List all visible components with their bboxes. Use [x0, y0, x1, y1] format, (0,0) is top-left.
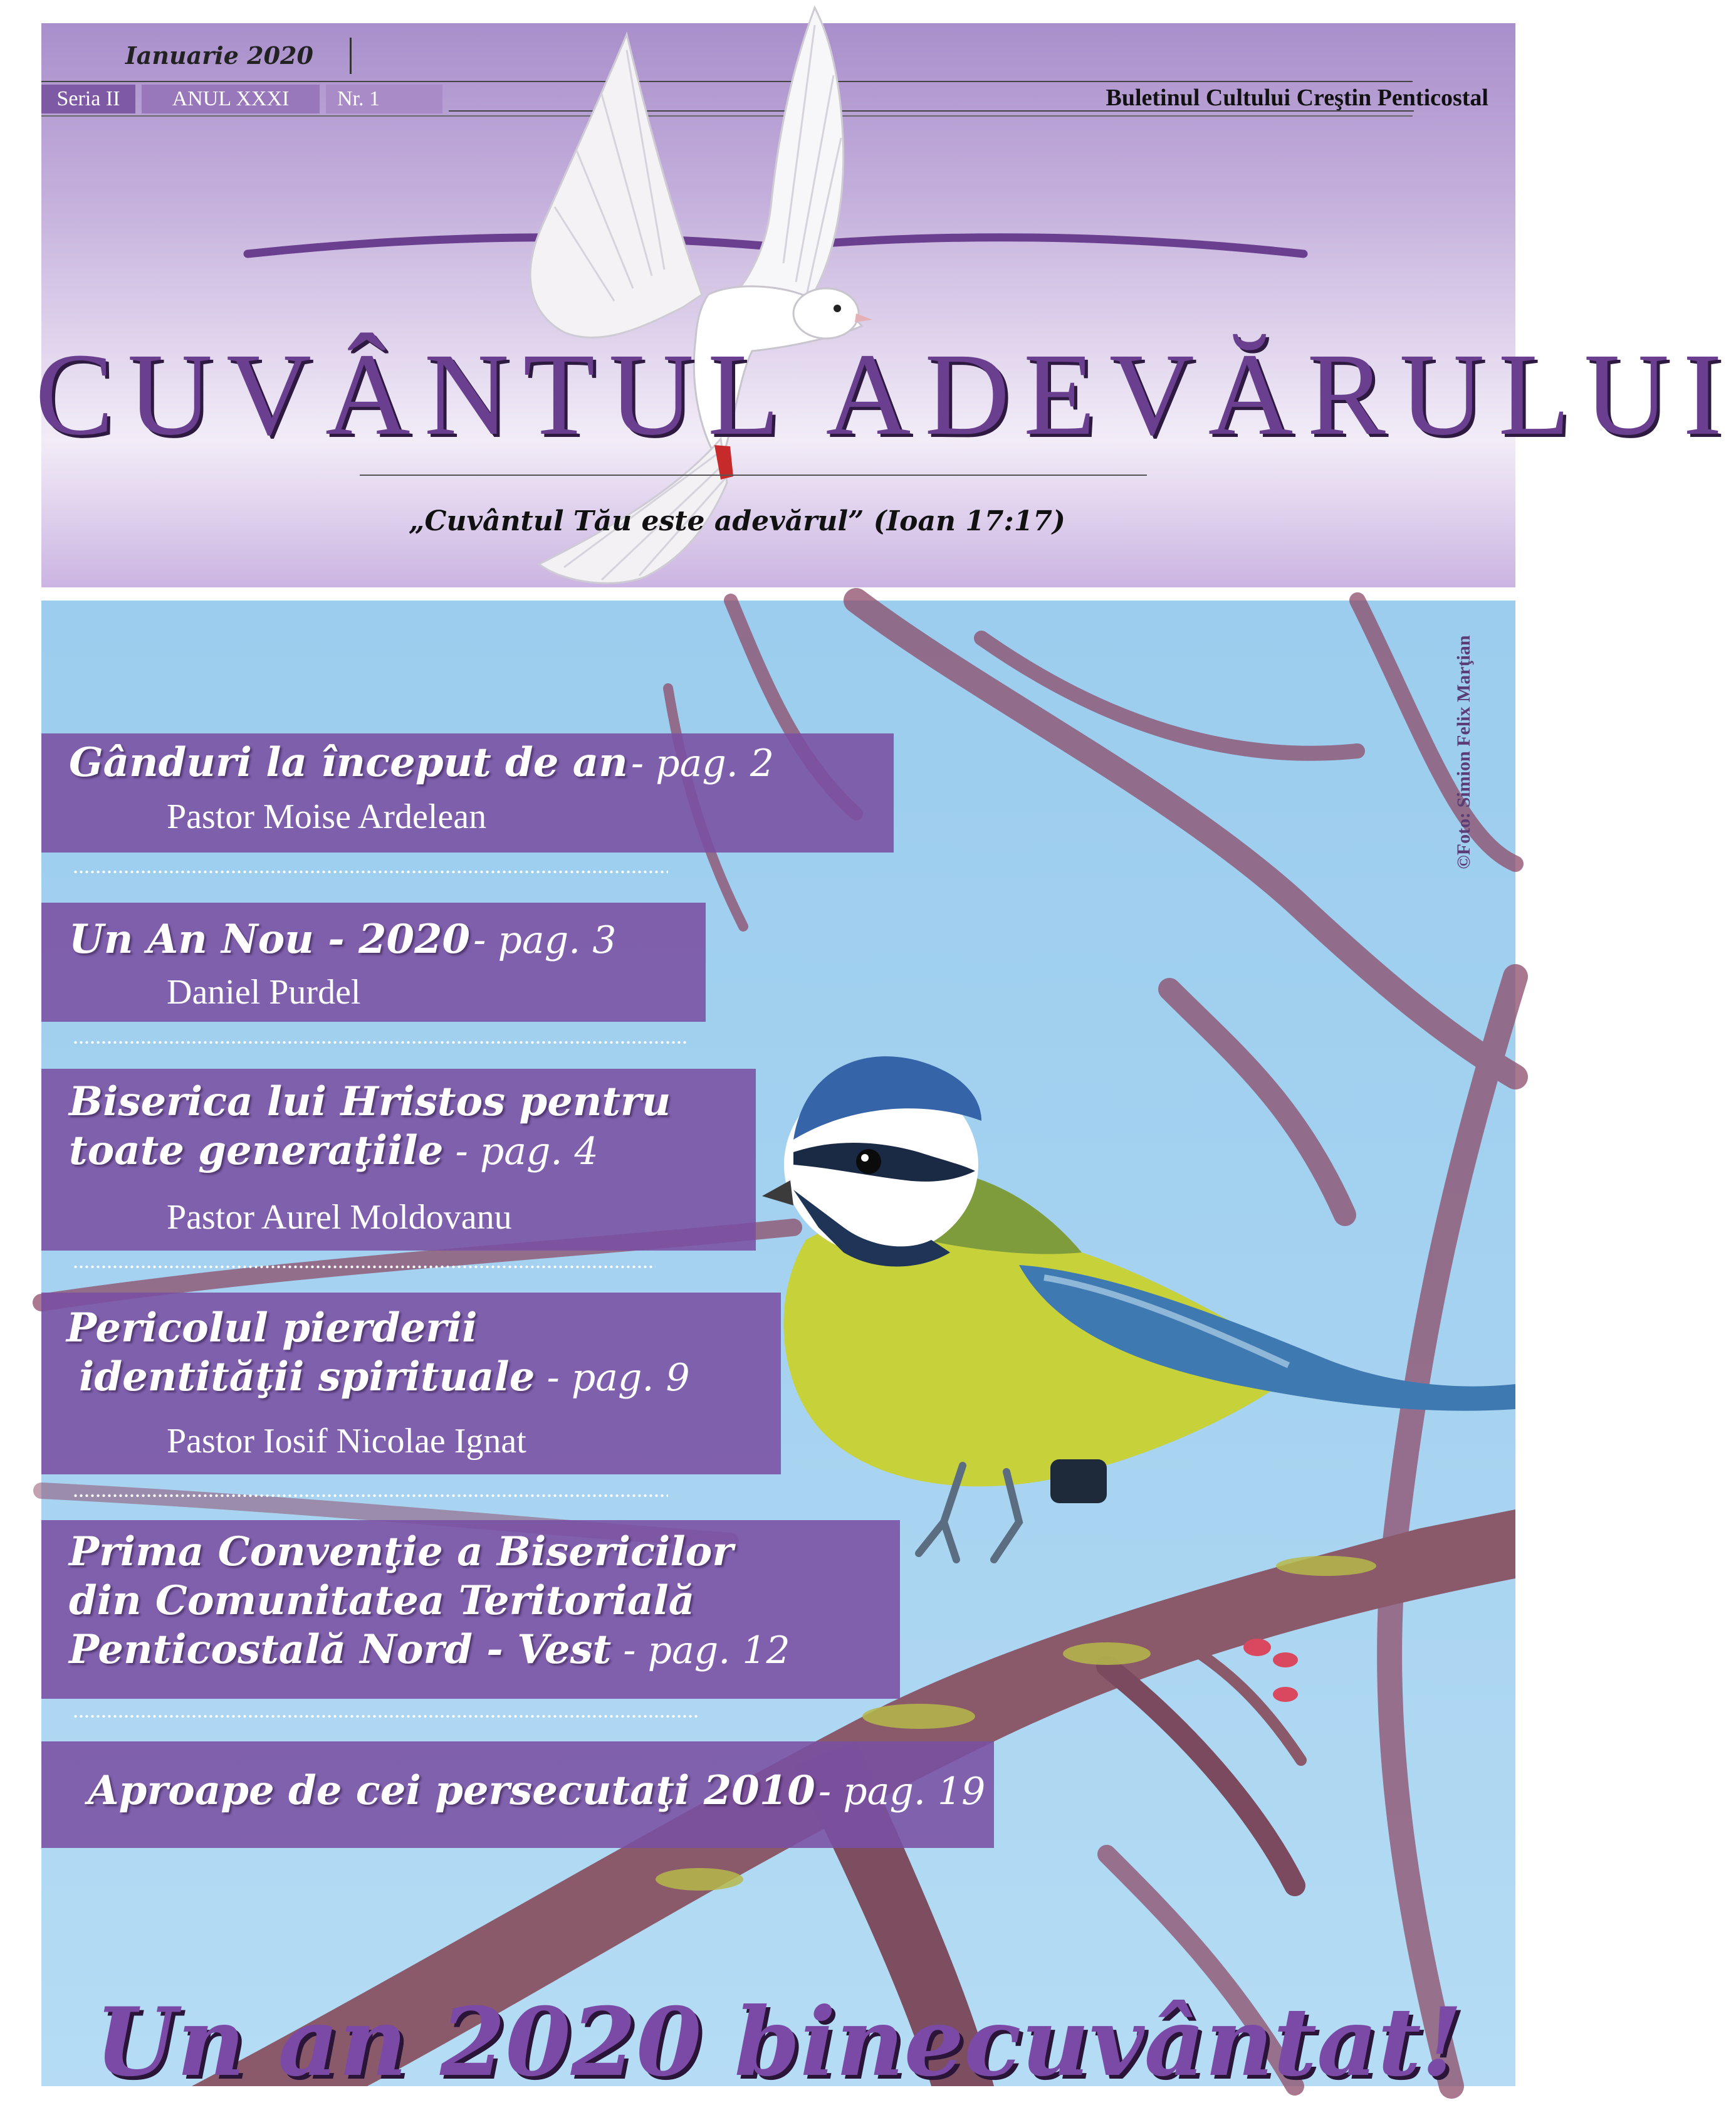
toc-page: pag. 9	[571, 1356, 690, 1400]
toc-title: Gânduri la început de an	[69, 739, 628, 786]
toc-item-6[interactable]: Aproape de cei persecutaţi 2010 - pag. 19	[41, 1741, 994, 1848]
dotted-divider	[73, 1494, 668, 1498]
issue-series: Seria II	[41, 85, 135, 113]
bulletin-subtitle: Buletinul Cultului Creştin Penticostal	[1106, 85, 1488, 111]
toc-page: pag. 3	[498, 918, 617, 962]
dotted-divider	[73, 870, 668, 874]
toc-page: pag. 2	[656, 742, 775, 785]
issue-number: Nr. 1	[326, 85, 442, 113]
toc-title-line2: identităţii spirituale	[79, 1353, 535, 1400]
toc-author: Pastor Aurel Moldovanu	[167, 1198, 512, 1237]
issue-date: Ianuarie 2020	[125, 41, 313, 70]
dotted-divider	[73, 1041, 687, 1044]
toc-item-3[interactable]: Biserica lui Hristos pentru toate generaţiile - pag. 4 Pastor Aurel Moldovanu	[41, 1069, 756, 1251]
motto-quote: „Cuvântul Tău este adevărul” (Ioan 17:17)	[409, 505, 1065, 537]
toc-page: pag. 4	[479, 1130, 599, 1173]
magazine-title: CUVÂNTUL ADEVĂRULUI	[35, 328, 1736, 459]
toc-title-line2: toate generaţiile	[69, 1127, 444, 1174]
toc-author: Pastor Iosif Nicolae Ignat	[167, 1422, 526, 1461]
toc-item-4[interactable]: Pericolul pierderii identităţii spirituale - pag. 9 Pastor Iosif Nicolae Ignat	[41, 1293, 781, 1474]
toc-title: Aproape de cei persecutaţi 2010	[88, 1767, 815, 1814]
toc-title: Biserica lui Hristos pentru	[69, 1078, 671, 1125]
dotted-divider	[73, 1714, 699, 1718]
new-year-greeting: Un an 2020 binecuvântat!	[95, 1987, 1463, 2097]
toc-page: pag. 12	[647, 1629, 790, 1672]
toc-author: Daniel Purdel	[167, 973, 361, 1012]
issue-year: ANUL XXXI	[142, 85, 320, 113]
photo-credit-text: ©Foto: Simion Felix Marţian	[1453, 635, 1474, 869]
toc-item-1[interactable]: Gânduri la început de an - pag. 2 Pastor Moise Ardelean	[41, 733, 894, 853]
toc-page: pag. 19	[843, 1770, 986, 1813]
toc-title: Prima Convenţie a Bisericilor	[69, 1528, 734, 1575]
toc-title-line3: Penticostală Nord - Vest	[69, 1626, 612, 1673]
toc-author: Pastor Moise Ardelean	[167, 797, 487, 836]
toc-title: Pericolul pierderii	[66, 1304, 478, 1351]
dotted-divider	[73, 1265, 656, 1269]
toc-title: Un An Nou - 2020	[69, 916, 471, 963]
toc-item-5[interactable]: Prima Convenţie a Bisericilor din Comunitatea Teritorială Penticostală Nord - Vest - pag. 12	[41, 1520, 900, 1699]
toc-title-line2: din Comunitatea Teritorială	[69, 1577, 695, 1624]
rule-line	[360, 475, 1147, 476]
photo-credit	[1445, 621, 1483, 884]
toc-item-2[interactable]: Un An Nou - 2020 - pag. 3 Daniel Purdel	[41, 903, 706, 1022]
